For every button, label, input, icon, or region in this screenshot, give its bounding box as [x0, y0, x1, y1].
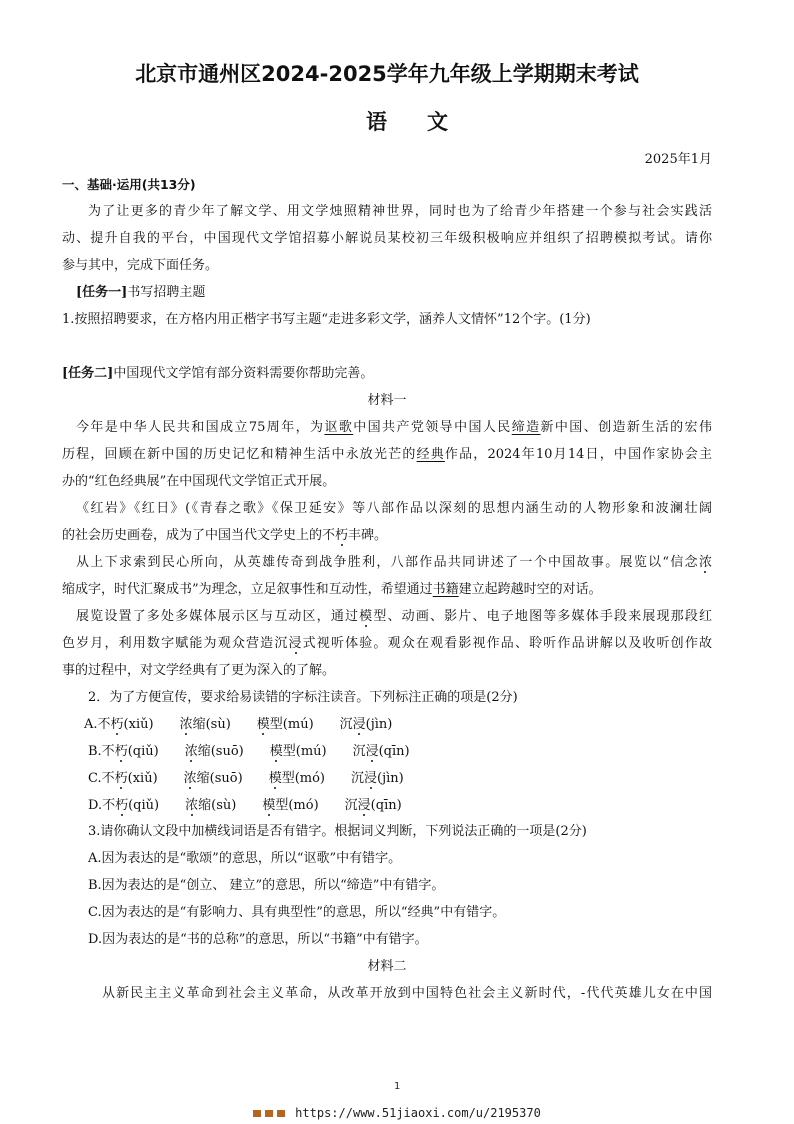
text-line — [62, 662, 712, 680]
text-line — [88, 203, 712, 221]
text-line — [62, 581, 712, 599]
text-line — [88, 877, 712, 895]
text-segment: 型(mú) 沉 — [282, 744, 366, 759]
text-segment: 办的“红色经典展”在中国现代文学馆正式开展。 — [62, 474, 336, 489]
text-line — [62, 473, 712, 491]
page-number: 1 — [393, 1081, 401, 1092]
text-line — [76, 419, 712, 437]
footer-watermark — [0, 1106, 794, 1120]
text-segment: 型(mó) 沉 — [275, 798, 358, 813]
text-line — [62, 311, 712, 329]
text-segment: B.不 — [88, 744, 115, 759]
task-label: [任务二] — [62, 366, 114, 381]
text-segment: 缩(suō) — [197, 744, 270, 759]
dotted-character: 朽 — [114, 744, 128, 759]
text-segment: 从新民主主义革命到社会主义革命，从改革开放到中国特色社会主义新时代，-代代英雄儿女在中国 — [102, 986, 712, 1001]
exam-date: 2025年1月 — [644, 152, 712, 167]
dotted-character: 浸 — [364, 771, 378, 786]
text-segment: 事的过程中，对文学经典有了更为深入的了解。 — [62, 663, 336, 678]
text-segment: 缩成字，时代汇聚成书”为理念，立足叙事性和互动性，希望通过 — [62, 582, 433, 597]
dotted-character: 浓 — [698, 555, 712, 570]
text-line — [88, 823, 712, 841]
text-line — [76, 284, 712, 302]
dotted-character: 浓 — [184, 744, 198, 759]
dotted-character: 浸 — [357, 798, 371, 813]
text-line — [62, 446, 712, 464]
text-segment: 参与其中，完成下面任务。 — [62, 258, 219, 273]
dotted-character: 浓 — [185, 798, 199, 813]
text-segment: 一、基础·运用(共13分) — [62, 177, 196, 192]
text-segment: 作品，2024年10月14日，中国作家协会主 — [444, 447, 712, 462]
text-segment: 3.请你确认文段中加横线词语是否有错字。根据词义判断，下列说法正确的一项是(2分) — [88, 824, 587, 839]
dotted-character: 浸 — [352, 717, 366, 732]
dotted-character: 浸 — [365, 744, 379, 759]
dotted-character: 浓 — [179, 717, 193, 732]
text-segment: 色岁月，利用数字赋能为观众营造沉 — [62, 636, 289, 651]
text-segment: 今年是中华人民共和国成立75周年，为 — [76, 420, 325, 435]
text-line — [62, 635, 712, 653]
text-segment: 《红岩》《红日》(《青春之歌》《保卫延安》等八部作品以深刻的思想内涵生动的人物形象和波澜壮阔 — [76, 501, 712, 516]
text-segment: 材料一 — [367, 393, 407, 408]
text-line — [62, 365, 712, 383]
text-line — [62, 230, 712, 248]
text-segment: 丰碑。 — [348, 528, 388, 543]
text-segment: B.因为表达的是“创立、 建立”的意思，所以“缔造”中有错字。 — [88, 878, 445, 893]
text-segment: D.因为表达的是“书的总称”的意思，所以“书籍”中有错字。 — [88, 932, 428, 947]
text-segment: A.因为表达的是“歌颂”的意思，所以“讴歌”中有错字。 — [88, 851, 402, 866]
text-segment: 书写招聘主题 — [127, 285, 206, 300]
underlined-word: 书籍 — [432, 582, 459, 597]
text-line — [76, 554, 712, 572]
text-segment: (xiǔ) — [123, 717, 180, 732]
text-line — [88, 770, 712, 788]
text-line — [88, 797, 712, 815]
text-segment: (jìn) — [365, 717, 393, 732]
text-segment: 展览设置了多处多媒体展示区与互动区，通过 — [76, 609, 360, 624]
text-segment: (qīn) — [370, 798, 402, 813]
task-label: [任务一] — [76, 285, 128, 300]
text-line — [62, 176, 712, 194]
text-segment: 1.按照招聘要求，在方格内用正楷字书写主题“走进多彩文学，涵养人文情怀”12个字。(1分) — [62, 312, 591, 327]
text-line — [62, 257, 712, 275]
text-segment: 缩(sù) — [192, 717, 257, 732]
text-segment: 式视听体验。观众在观看影视作品、聆听作品讲解以及收听创作故 — [302, 636, 712, 651]
text-segment: C.不 — [88, 771, 115, 786]
text-segment: (xiǔ) — [127, 771, 184, 786]
text-line — [102, 985, 712, 1003]
dotted-character: 模 — [256, 717, 270, 732]
text-segment: 缩(suō) — [196, 771, 269, 786]
text-segment: C.因为表达的是“有影响力、具有典型性”的意思，所以“经典”中有错字。 — [88, 905, 506, 920]
text-line — [88, 850, 712, 868]
text-segment: (qiǔ) — [127, 744, 185, 759]
subject-heading: 语文 — [366, 110, 488, 134]
text-segment: 型(mó) 沉 — [281, 771, 365, 786]
dotted-character: 模 — [268, 771, 282, 786]
text-segment: 建立起跨越时空的对话。 — [458, 582, 602, 597]
text-line — [88, 904, 712, 922]
dotted-character: 朽 — [114, 771, 128, 786]
site-logo-icon — [253, 1110, 289, 1117]
text-segment: 历程，回顾在新中国的历史记忆和精神生活中永放光芒的 — [62, 447, 417, 462]
dotted-character: 朽 — [110, 717, 124, 732]
text-segment: 2．为了方便宣传，要求给易读错的字标注读音。下列标注正确的项是(2分) — [88, 690, 518, 705]
underlined-word: 讴歌 — [324, 420, 354, 435]
text-segment: 缩(sù) — [198, 798, 263, 813]
text-segment: 中国现代文学馆有部分资料需要你帮助完善。 — [113, 366, 374, 381]
text-segment: 材料二 — [367, 959, 407, 974]
dotted-character: 模 — [359, 609, 374, 624]
text-line — [76, 500, 712, 518]
text-line — [62, 958, 712, 976]
text-line — [62, 527, 712, 545]
dotted-character: 朽 — [335, 528, 349, 543]
footer-url[interactable]: https://www.51jiaoxi.com/u/2195370 — [295, 1106, 541, 1120]
text-segment: 型(mú) 沉 — [269, 717, 353, 732]
text-line — [88, 931, 712, 949]
dotted-character: 朽 — [115, 798, 129, 813]
text-segment: (qiǔ) — [128, 798, 186, 813]
text-segment: 的社会历史画卷，成为了中国当代文学史上的不 — [62, 528, 336, 543]
text-line — [88, 743, 712, 761]
dotted-character: 浸 — [288, 636, 303, 651]
text-segment: 中国共产党领导中国人民 — [353, 420, 512, 435]
text-segment: D.不 — [88, 798, 116, 813]
document-title: 北京市通州区2024-2025学年九年级上学期期末考试 — [135, 62, 639, 86]
dotted-character: 模 — [262, 798, 276, 813]
text-line — [62, 392, 712, 410]
dotted-character: 浓 — [183, 771, 197, 786]
text-segment: (qīn) — [378, 744, 410, 759]
text-segment: 动、提升自我的平台，中国现代文学馆招募小解说员某校初三年级积极响应并组织了招聘模拟考试。请你 — [62, 231, 712, 246]
text-segment: 型、动画、影片、电子地图等多媒体手段来展现那段红 — [373, 609, 712, 624]
text-segment: A.不 — [84, 717, 111, 732]
text-segment: (jìn) — [377, 771, 404, 786]
dotted-character: 模 — [269, 744, 283, 759]
text-line — [84, 716, 712, 734]
text-line — [76, 608, 712, 626]
text-line — [88, 689, 712, 707]
text-segment: 新中国、创造新生活的宏伟 — [540, 420, 712, 435]
underlined-word: 缔造 — [511, 420, 541, 435]
text-segment: 为了让更多的青少年了解文学、用文学烛照精神世界，同时也为了给青少年搭建一个参与社会实践活 — [88, 204, 712, 219]
text-segment: 从上下求索到民心所向，从英雄传奇到战争胜利，八部作品共同讲述了一个中国故事。展览以“信念 — [76, 555, 699, 570]
underlined-word: 经典 — [416, 447, 445, 462]
